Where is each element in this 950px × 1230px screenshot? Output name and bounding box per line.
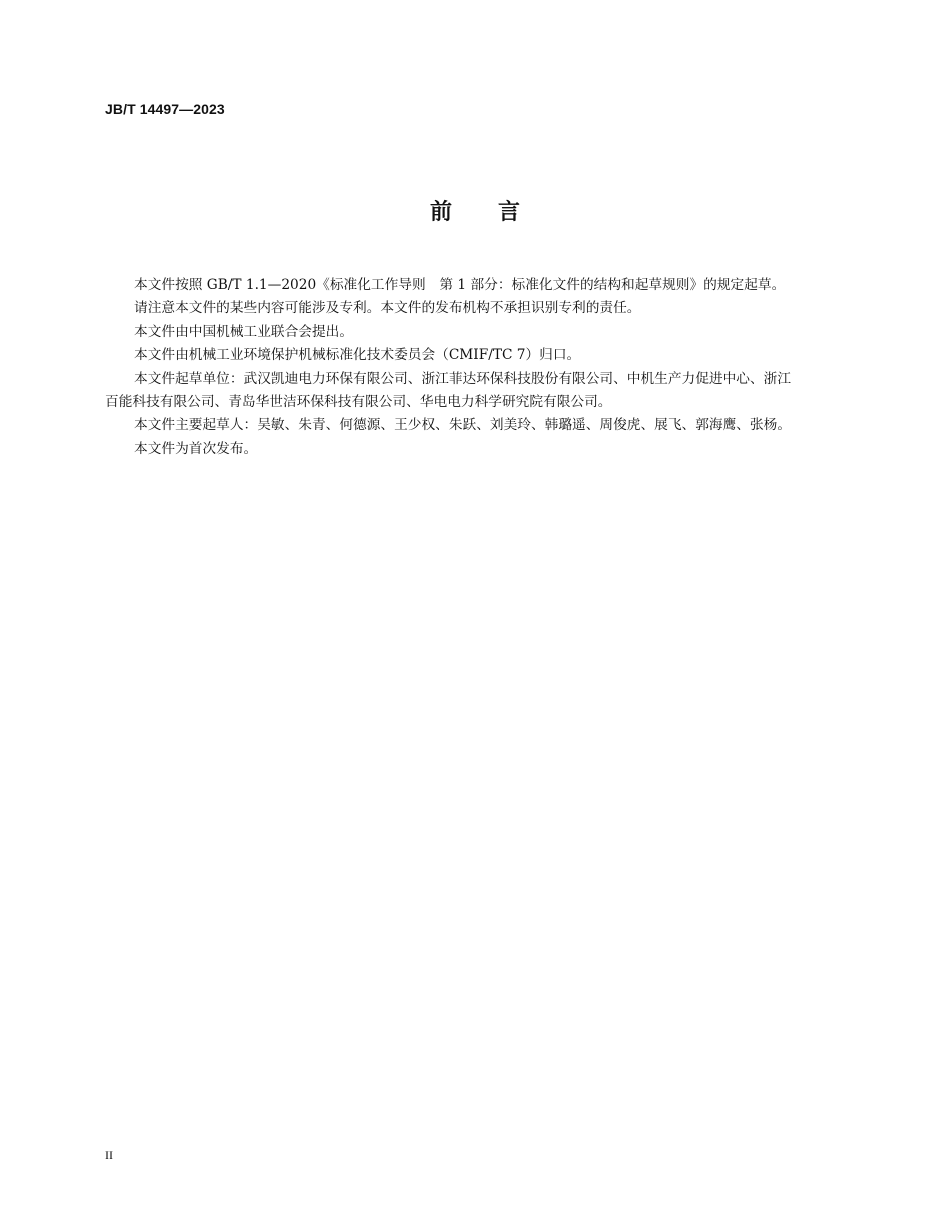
page-title-char-2: 言 xyxy=(498,200,521,225)
paragraph-main-drafters: 本文件主要起草人：吴敏、朱青、何德源、王少权、朱跃、刘美玲、韩璐遥、周俊虎、展飞、郭海鹰、张杨。 xyxy=(134,417,792,434)
page-title-char-1: 前 xyxy=(429,200,452,225)
paragraph-technical-committee: 本文件由机械工业环境保护机械标准化技术委员会（CMIF/TC 7）归口。 xyxy=(134,347,581,364)
standard-code: JB/T 14497—2023 xyxy=(105,101,225,117)
paragraph-patent-notice: 请注意本文件的某些内容可能涉及专利。本文件的发布机构不承担识别专利的责任。 xyxy=(134,300,641,317)
paragraph-proposer: 本文件由中国机械工业联合会提出。 xyxy=(134,323,354,340)
page-title xyxy=(0,198,950,228)
paragraph-drafting-rules: 本文件按照 GB/T 1.1—2020《标准化工作导则 第 1 部分：标准化文件的结构和起草规则》的规定起草。 xyxy=(134,277,786,293)
foreword-body xyxy=(105,274,791,461)
paragraph-drafting-organizations: 本文件起草单位：武汉凯迪电力环保有限公司、浙江菲达环保科技股份有限公司、中机生产力促进中心、浙江百能科技有限公司、青岛华世洁环保科技有限公司、华电电力科学研究院有限公司。 xyxy=(105,370,792,411)
page-number: II xyxy=(105,1148,113,1162)
paragraph-first-issue: 本文件为首次发布。 xyxy=(134,440,258,457)
